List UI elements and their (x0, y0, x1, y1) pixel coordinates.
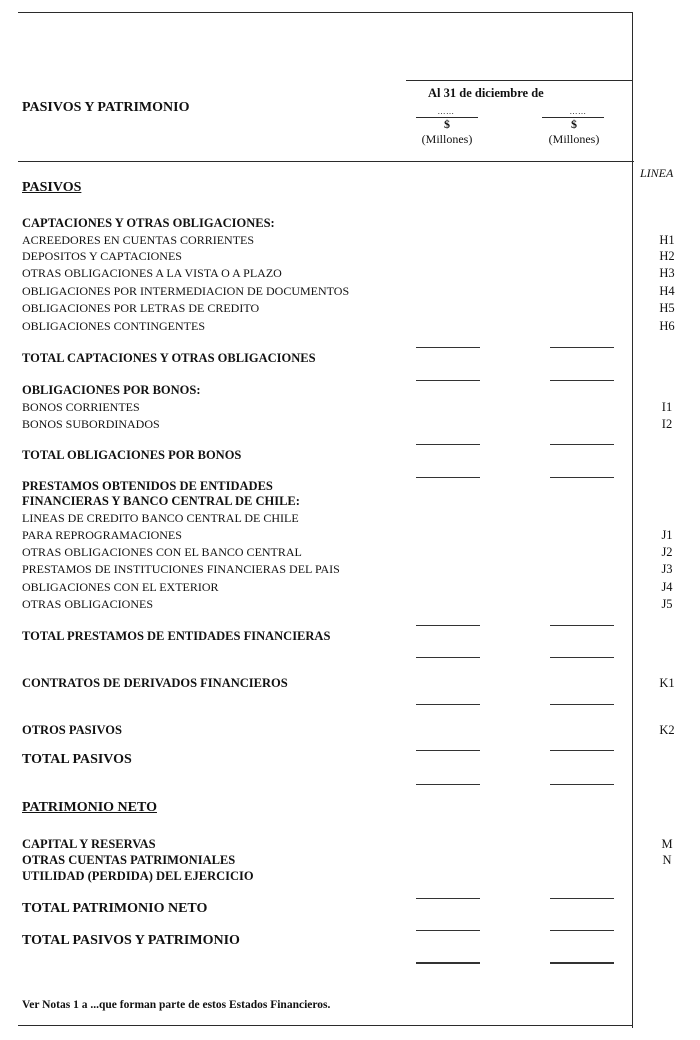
line-code: K1 (659, 676, 675, 690)
line-code: N (662, 853, 672, 867)
date-header: Al 31 de diciembre de (428, 86, 544, 100)
captaciones-heading: CAPTACIONES Y OTRAS OBLIGACIONES: (22, 216, 275, 230)
col2-year: …… (569, 107, 587, 116)
otros-pasivos-label: OTROS PASIVOS (22, 723, 122, 737)
prestamos-item: LINEAS DE CREDITO BANCO CENTRAL DE CHILE (22, 511, 299, 525)
header-bottom-rule (18, 161, 634, 162)
amount-blank (416, 704, 480, 705)
amount-blank (416, 930, 480, 931)
amount-blank (550, 625, 614, 626)
bonos-heading: OBLIGACIONES POR BONOS: (22, 383, 201, 397)
line-code: H6 (659, 319, 675, 333)
amount-blank (550, 380, 614, 381)
line-code: H2 (659, 249, 675, 263)
prestamos-item: PRESTAMOS DE INSTITUCIONES FINANCIERAS DEL PAIS (22, 562, 340, 576)
amount-blank (416, 347, 480, 348)
patrimonio-title: PATRIMONIO NETO (22, 800, 157, 815)
line-code: I1 (661, 400, 673, 414)
line-code: H4 (659, 284, 675, 298)
amount-blank (416, 625, 480, 626)
bonos-item: BONOS CORRIENTES (22, 400, 140, 414)
captaciones-item: DEPOSITOS Y CAPTACIONES (22, 249, 182, 263)
total-prestamos: TOTAL PRESTAMOS DE ENTIDADES FINANCIERAS (22, 629, 331, 643)
patrimonio-item: CAPITAL Y RESERVAS (22, 837, 156, 851)
amount-blank (550, 704, 614, 705)
line-code: H5 (659, 301, 675, 315)
amount-blank (550, 930, 614, 931)
patrimonio-item: UTILIDAD (PERDIDA) DEL EJERCICIO (22, 869, 254, 883)
prestamos-heading: FINANCIERAS Y BANCO CENTRAL DE CHILE: (22, 494, 300, 508)
line-code: H1 (659, 233, 675, 247)
prestamos-heading: PRESTAMOS OBTENIDOS DE ENTIDADES (22, 479, 273, 493)
amount-blank (416, 380, 480, 381)
captaciones-item: OBLIGACIONES CONTINGENTES (22, 319, 205, 333)
top-rule (18, 12, 632, 13)
amount-blank (550, 750, 614, 751)
amount-blank (550, 784, 614, 785)
amount-blank (550, 444, 614, 445)
total-pasivos: TOTAL PASIVOS (22, 752, 132, 767)
amount-blank (550, 898, 614, 899)
footnote: Ver Notas 1 a ...que forman parte de estos Estados Financieros. (22, 999, 331, 1011)
derivados-label: CONTRATOS DE DERIVADOS FINANCIEROS (22, 676, 288, 690)
grand-total: TOTAL PASIVOS Y PATRIMONIO (22, 933, 240, 948)
amount-blank (416, 477, 480, 478)
amount-blank (550, 477, 614, 478)
pasivos-title: PASIVOS (22, 180, 82, 195)
prestamos-item: OTRAS OBLIGACIONES (22, 597, 154, 611)
captaciones-item: OTRAS OBLIGACIONES A LA VISTA O A PLAZO (22, 266, 282, 280)
line-code: M (661, 837, 673, 851)
captaciones-item: OBLIGACIONES POR LETRAS DE CREDITO (22, 301, 260, 315)
amount-blank (416, 657, 480, 658)
bonos-item: BONOS SUBORDINADOS (22, 417, 160, 431)
col1-unit: (Millones) (421, 132, 473, 146)
right-border (632, 12, 633, 1028)
captaciones-item: ACREEDORES EN CUENTAS CORRIENTES (22, 233, 255, 247)
captaciones-item: OBLIGACIONES POR INTERMEDIACION DE DOCUMENTOS (22, 284, 350, 298)
patrimonio-item: OTRAS CUENTAS PATRIMONIALES (22, 853, 236, 867)
line-code: J1 (661, 528, 673, 542)
line-code: J4 (661, 580, 673, 594)
line-code: I2 (661, 417, 673, 431)
col2-currency: $ (571, 117, 577, 131)
line-code: K2 (659, 723, 675, 737)
prestamos-item: OTRAS OBLIGACIONES CON EL BANCO CENTRAL (22, 545, 302, 559)
line-code: J5 (661, 597, 673, 611)
col2-unit: (Millones) (548, 132, 600, 146)
amount-blank (416, 784, 480, 785)
col1-year: …… (437, 107, 455, 116)
section-title: PASIVOS Y PATRIMONIO (22, 100, 190, 115)
total-patrimonio: TOTAL PATRIMONIO NETO (22, 901, 208, 916)
total-captaciones: TOTAL CAPTACIONES Y OTRAS OBLIGACIONES (22, 351, 316, 365)
footer-rule (18, 1025, 632, 1026)
prestamos-item: PARA REPROGRAMACIONES (22, 528, 182, 542)
amount-blank (416, 444, 480, 445)
amount-blank (550, 657, 614, 658)
line-code: J2 (661, 545, 673, 559)
total-bonos: TOTAL OBLIGACIONES POR BONOS (22, 448, 242, 462)
amount-blank (550, 962, 614, 964)
prestamos-item: OBLIGACIONES CON EL EXTERIOR (22, 580, 219, 594)
amount-blank (550, 347, 614, 348)
col1-currency: $ (444, 117, 450, 131)
amount-blank (416, 962, 480, 964)
line-code: J3 (661, 562, 673, 576)
line-header: LINEA (640, 166, 674, 180)
amount-blank (416, 898, 480, 899)
amount-blank (416, 750, 480, 751)
line-code: H3 (659, 266, 675, 280)
header-rule (406, 80, 632, 81)
